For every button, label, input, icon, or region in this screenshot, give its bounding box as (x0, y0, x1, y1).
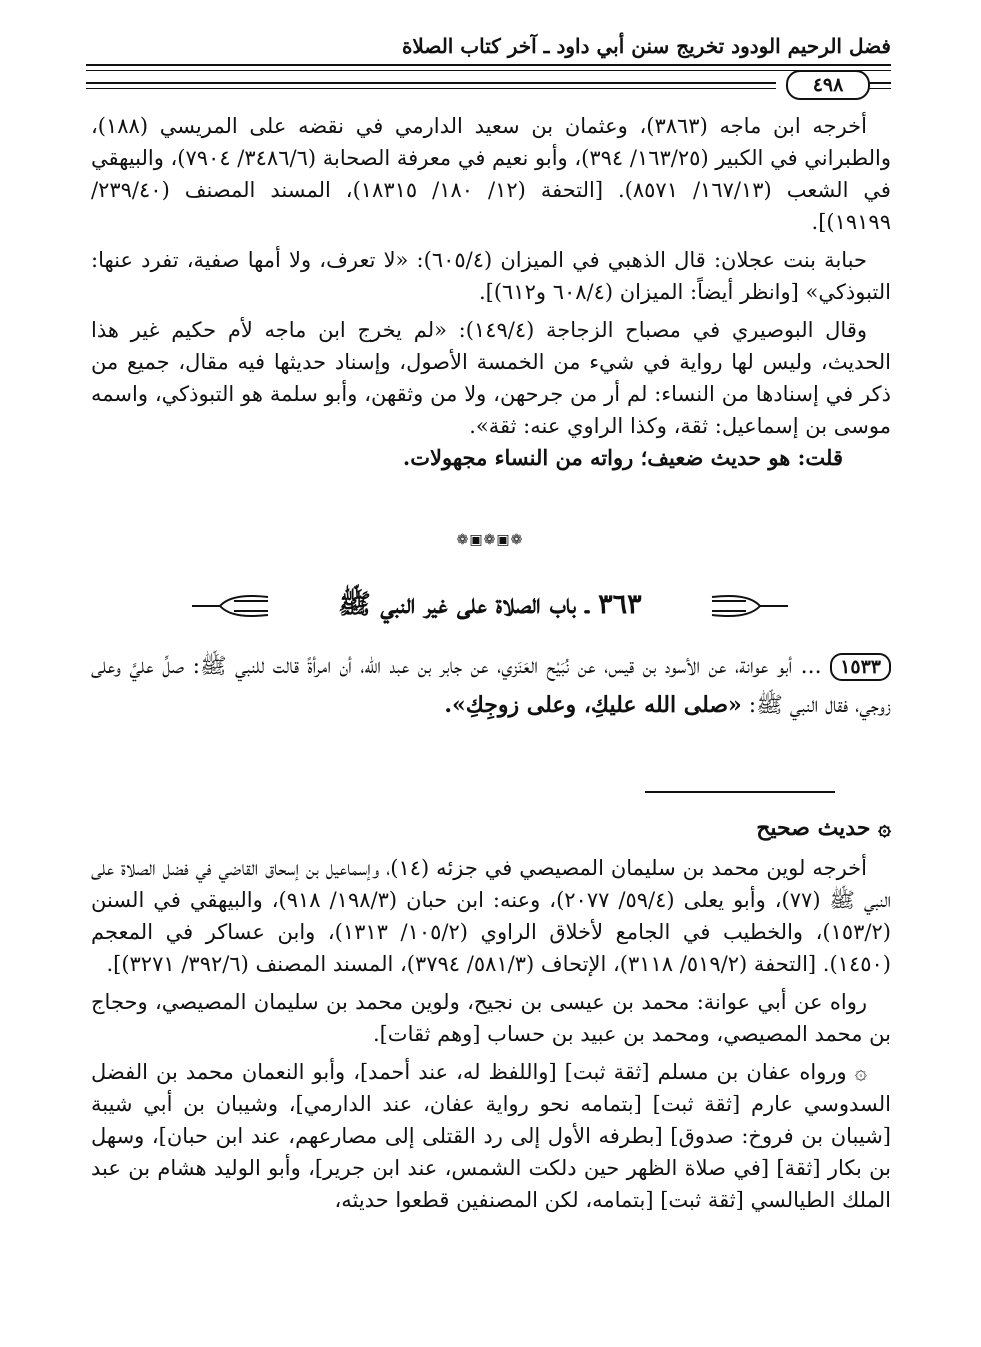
paragraph: حبابة بنت عجلان: قال الذهبي في الميزان (٦٠٥/٤): «لا تعرف، ولا أمها صفية، تفرد عنها: التبوذكي» [وانظر أيضاً: الميزان (٦٠٨/٤ و٦١٢)]. (91, 248, 891, 304)
chapter-heading (190, 585, 790, 629)
text-block-top (91, 110, 891, 474)
hadith-text (91, 648, 891, 725)
hadith-grade: ۞ حديث صحيح (756, 815, 891, 841)
hadith-block (91, 648, 891, 725)
hadith-quote: «صلى الله عليكِ، وعلى زوجِكِ». (444, 692, 742, 718)
chapter-title: ٣٦٣ ـ باب الصلاة على غير النبي ﷺ (338, 589, 642, 620)
paragraph: ۞ ورواه عفان بن مسلم [ثقة ثبت] [واللفظ له، عند أحمد]، وأبو النعمان محمد بن الفضل السدوسي عارم [ثقة ثبت] [بتمامه نحو رواية عفان، عند الدارمي]، وشيبان بن أبي شيبة [شيبان بن فروخ: صدوق] [بطرفه الأول إلى رد القتلى إلى مصارعهم، عند ابن حبان]، وسهل بن بكار [ثقة] [في صلاة الظهر حين دلكت الشمس، عند ابن جرير]، وأبو الوليد هشام بن عبد الملك الطيالسي [ثقة ثبت] [بتمامه، لكن المصنفين قطعوا حديثه، (91, 1060, 891, 1212)
paragraph: رواه عن أبي عوانة: محمد بن عيسى بن نجيح، ولوين محمد بن سليمان المصيصي، وحجاج بن محمد المصيصي، ومحمد بن عبيد بن حساب [وهم ثقات]. (91, 990, 891, 1046)
page-number: ٤٩٨ (786, 70, 870, 100)
section-divider (645, 791, 835, 793)
page-header (86, 28, 891, 98)
header-rule (86, 64, 891, 71)
conclusion: قلت: هو حديث ضعيف؛ رواته من النساء مجهولات. (402, 445, 843, 470)
ornament-divider: ❁▣❁▣❁ (456, 532, 524, 548)
hadith-isnad: ... أبو عوانة، عن الأسود بن قيس، عن نُبَيْح العَنَزي، عن جابر بن عبد الله، أن امرأةً قالت للنبي ﷺ: صلِّ عليَّ وعلى زوجي، فقال النبي ﷺ: (91, 654, 891, 718)
paragraph: أخرجه ابن ماجه (٣٨٦٣)، وعثمان بن سعيد الدارمي في نقضه على المريسي (١٨٨)، والطبراني في الكبير (١٦٣/٢٥/ ٣٩٤)، وأبو نعيم في معرفة الصحابة (٣٤٨٦/٦/ ٧٩٠٤)، والبيهقي في الشعب (١٦٧/١٣/ ٨٥٧١). [التحفة (١٢/ ١٨٠/ ١٨٣١٥)، المسند المصنف (٢٣٩/٤٠/ ١٩١٩٩)]. (90, 114, 891, 234)
running-head: فضل الرحيم الودود تخريج سنن أبي داود ـ آخر كتاب الصلاة (401, 34, 891, 58)
right-flourish-icon (710, 591, 790, 621)
text-block-bottom (91, 852, 891, 1216)
left-flourish-icon (190, 591, 270, 621)
paragraph: وقال البوصيري في مصباح الزجاجة (١٤٩/٤): «لم يخرج ابن ماجه لأم حكيم غير هذا الحديث، وليس لها رواية في شيء من الخمسة الأصول، وإسناد حديثها فيه مقال، جميع من ذكر في إسنادها من النساء: لم أر من جرحهن، ولا من وثقهن، وأبو سلمة هو التبوذكي، واسمه موسى بن إسماعيل: ثقة، وكذا الراوي عنه: ثقة». (91, 318, 891, 438)
paragraph: أخرجه لوين محمد بن سليمان المصيصي في جزئه (١٤)، وإسماعيل بن إسحاق القاضي في فضل الصلاة على النبي ﷺ (٧٧)، وأبو يعلى (٥٩/٤/ ٢٠٧٧)، وعنه: ابن حبان (١٩٨/٣/ ٩١٨)، والبيهقي في السنن (١٥٣/٢)، والخطيب في الجامع لأخلاق الراوي (١٠٥/٢/ ١٣١٣)، وابن عساكر في المعجم (١٤٥٠). [التحفة (٥١٩/٢/ ٣١١٨)، الإتحاف (٥٨١/٣/ ٣٧٩٤)، المسند المصنف (٣٩٢/٦/ ٣٢٧١)]. (91, 856, 891, 976)
header-rule-long (86, 82, 776, 89)
hadith-number-badge: ١٥٣٣ (830, 653, 891, 681)
